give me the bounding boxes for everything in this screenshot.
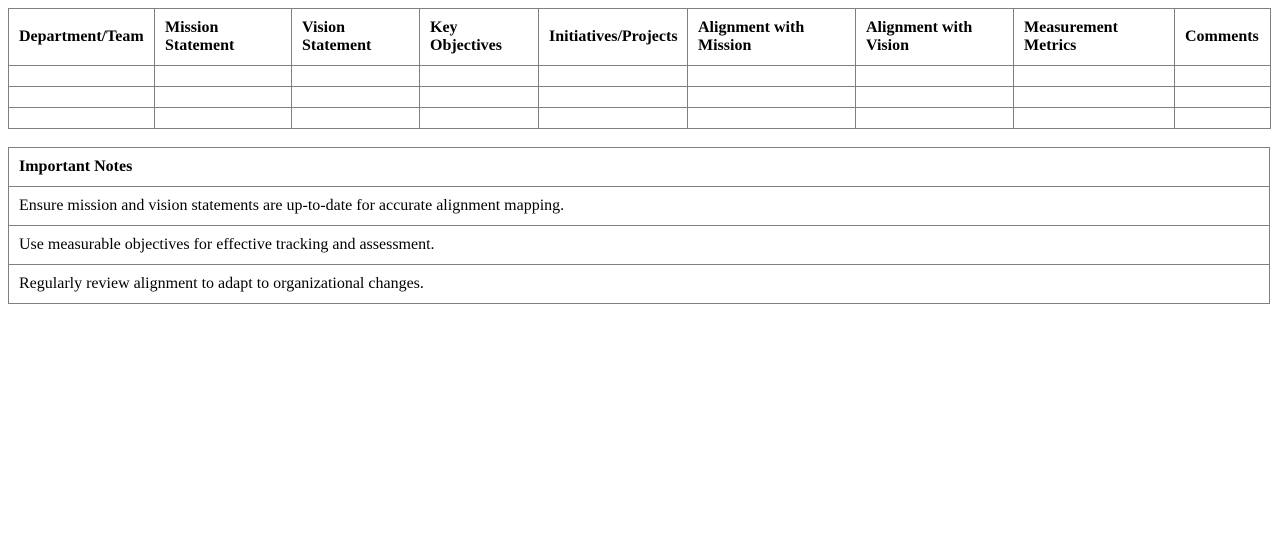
table-cell[interactable]: [856, 87, 1014, 108]
table-cell[interactable]: [688, 108, 856, 129]
table-cell[interactable]: [688, 66, 856, 87]
note-row: [9, 265, 1270, 304]
table-cell[interactable]: [420, 108, 539, 129]
table-cell[interactable]: [9, 66, 155, 87]
table-cell[interactable]: [155, 87, 292, 108]
header-alignment-with-mission: Alignment with Mission: [688, 9, 856, 66]
header-vision-statement: Vision Statement: [292, 9, 420, 66]
header-row: [9, 9, 1271, 66]
notes-title: Important Notes: [9, 148, 1270, 187]
header-key-objectives: Key Objectives: [420, 9, 539, 66]
table-cell[interactable]: [539, 66, 688, 87]
header-alignment-with-vision: Alignment with Vision: [856, 9, 1014, 66]
header-department-team: Department/Team: [9, 9, 155, 66]
table-cell[interactable]: [688, 87, 856, 108]
header-comments: Comments: [1175, 9, 1271, 66]
note-item: Use measurable objectives for effective tracking and assessment.: [9, 226, 1270, 265]
header-mission-statement: Mission Statement: [155, 9, 292, 66]
alignment-table: [8, 8, 1271, 129]
note-row: [9, 226, 1270, 265]
table-cell[interactable]: [1175, 108, 1271, 129]
notes-table: [8, 147, 1270, 304]
note-row: [9, 187, 1270, 226]
table-cell[interactable]: [1014, 87, 1175, 108]
table-cell[interactable]: [1014, 66, 1175, 87]
table-cell[interactable]: [9, 108, 155, 129]
header-measurement-metrics: Measurement Metrics: [1014, 9, 1175, 66]
table-row: [9, 108, 1271, 129]
table-cell[interactable]: [539, 108, 688, 129]
table-row: [9, 66, 1271, 87]
table-cell[interactable]: [1175, 66, 1271, 87]
table-cell[interactable]: [155, 108, 292, 129]
notes-header-row: [9, 148, 1270, 187]
table-cell[interactable]: [9, 87, 155, 108]
header-initiatives-projects: Initiatives/Projects: [539, 9, 688, 66]
table-cell[interactable]: [420, 66, 539, 87]
table-cell[interactable]: [155, 66, 292, 87]
table-cell[interactable]: [856, 108, 1014, 129]
table-row: [9, 87, 1271, 108]
table-cell[interactable]: [1175, 87, 1271, 108]
table-cell[interactable]: [539, 87, 688, 108]
table-cell[interactable]: [1014, 108, 1175, 129]
table-cell[interactable]: [292, 66, 420, 87]
table-cell[interactable]: [856, 66, 1014, 87]
table-cell[interactable]: [420, 87, 539, 108]
note-item: Ensure mission and vision statements are up-to-date for accurate alignment mapping.: [9, 187, 1270, 226]
note-item: Regularly review alignment to adapt to organizational changes.: [9, 265, 1270, 304]
table-cell[interactable]: [292, 87, 420, 108]
table-cell[interactable]: [292, 108, 420, 129]
